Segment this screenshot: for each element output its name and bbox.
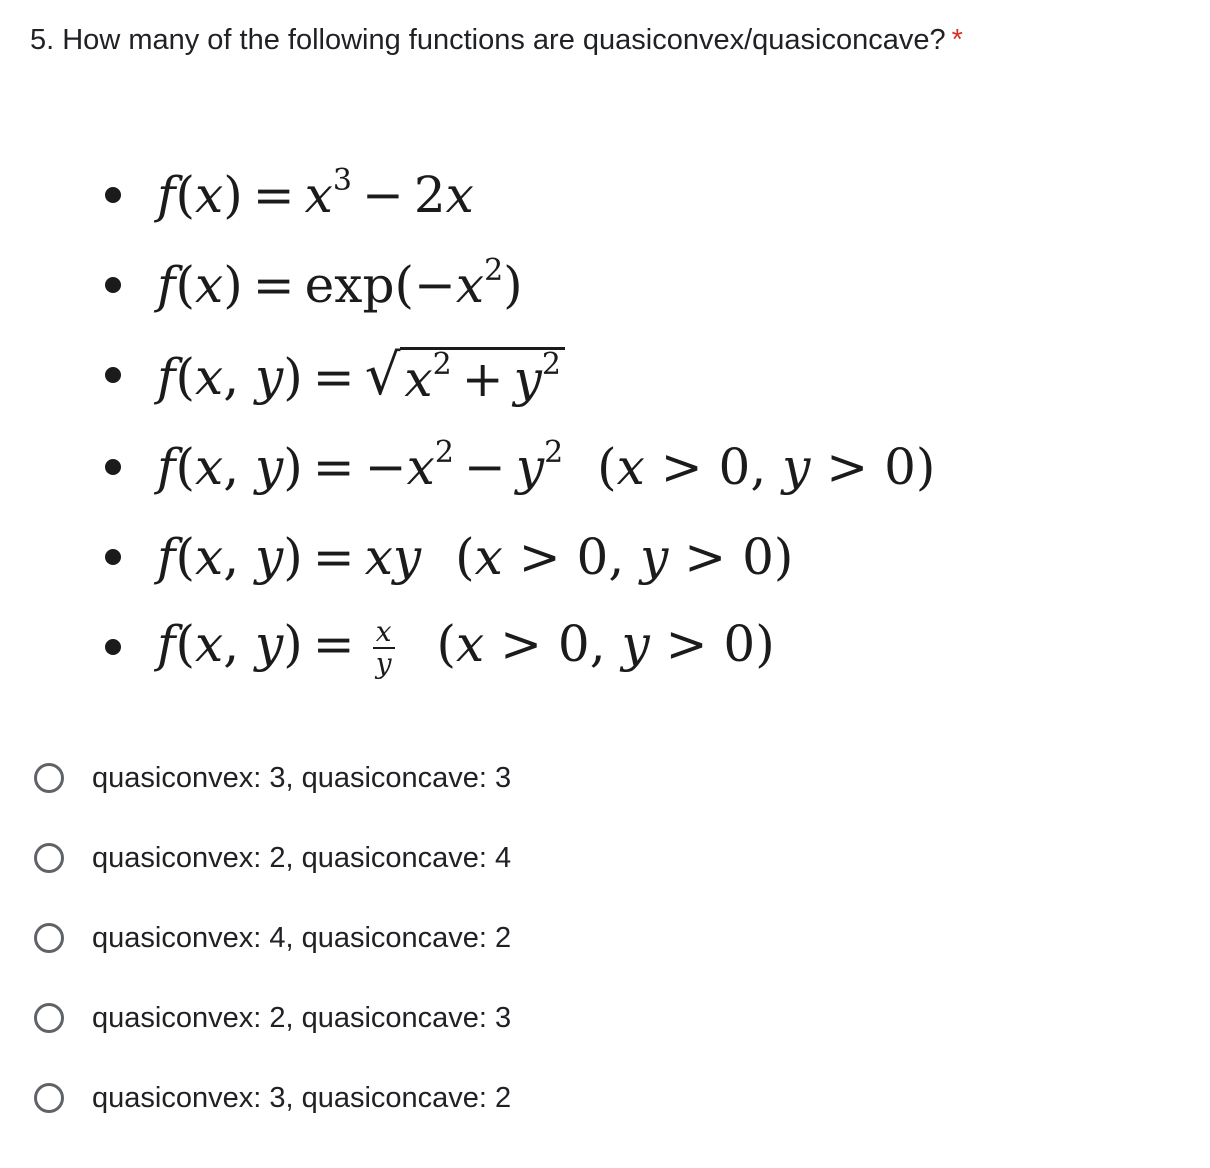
- function-formula: f(x, y) = √ $x^2 + y^2$: [157, 343, 565, 408]
- radio-button[interactable]: [34, 1083, 64, 1113]
- function-item-2: [105, 240, 523, 330]
- function-formula: f(x, y) = xy (x > 0, y > 0): [157, 528, 794, 586]
- function-condition: (x > 0, y > 0): [597, 438, 936, 496]
- bullet-icon: [105, 277, 121, 293]
- bullet-icon: [105, 367, 121, 383]
- answer-option-label: quasiconvex: 3, quasiconcave: 3: [92, 761, 512, 794]
- bullet-icon: [105, 187, 121, 203]
- function-list: [105, 150, 1105, 710]
- function-item-3: [105, 330, 565, 420]
- required-asterisk: *: [951, 24, 963, 56]
- function-formula: $f(x) = x^3 - 2x$: [157, 163, 474, 224]
- radio-button[interactable]: [34, 923, 64, 953]
- question-text: 5. How many of the following functions are quasiconvex/quasiconcave?: [30, 24, 946, 56]
- answer-option-label: quasiconvex: 4, quasiconcave: 2: [92, 921, 512, 954]
- bullet-icon: [105, 459, 121, 475]
- answer-option-label: quasiconvex: 2, quasiconcave: 3: [92, 1001, 512, 1034]
- function-item-5: [105, 512, 793, 602]
- function-item-4: [105, 422, 935, 512]
- answer-option-label: quasiconvex: 3, quasiconcave: 2: [92, 1081, 512, 1114]
- answer-option-label: quasiconvex: 2, quasiconcave: 4: [92, 841, 512, 874]
- radio-button[interactable]: [34, 843, 64, 873]
- bullet-icon: [105, 549, 121, 565]
- function-formula: $f(x) = \exp(-x^2)$: [157, 253, 523, 314]
- function-item-1: [105, 150, 474, 240]
- answer-option-2[interactable]: [30, 818, 630, 898]
- answer-option-5[interactable]: [30, 1058, 630, 1138]
- question-title: [30, 20, 963, 60]
- function-condition: (x > 0, y > 0): [436, 615, 775, 673]
- function-condition: (x > 0, y > 0): [455, 528, 794, 586]
- answer-option-4[interactable]: [30, 978, 630, 1058]
- function-formula: f(x, $y) = -x^2 - y^2$ (x > 0, y > 0): [157, 435, 936, 496]
- radio-button[interactable]: [34, 763, 64, 793]
- bullet-icon: [105, 639, 121, 655]
- answer-option-3[interactable]: [30, 898, 630, 978]
- function-item-6: [105, 602, 775, 692]
- function-formula: f(x, y) = $\frac{x}{y}$ (x > 0, y > 0): [157, 615, 775, 680]
- answer-option-1[interactable]: [30, 738, 630, 818]
- radio-button[interactable]: [34, 1003, 64, 1033]
